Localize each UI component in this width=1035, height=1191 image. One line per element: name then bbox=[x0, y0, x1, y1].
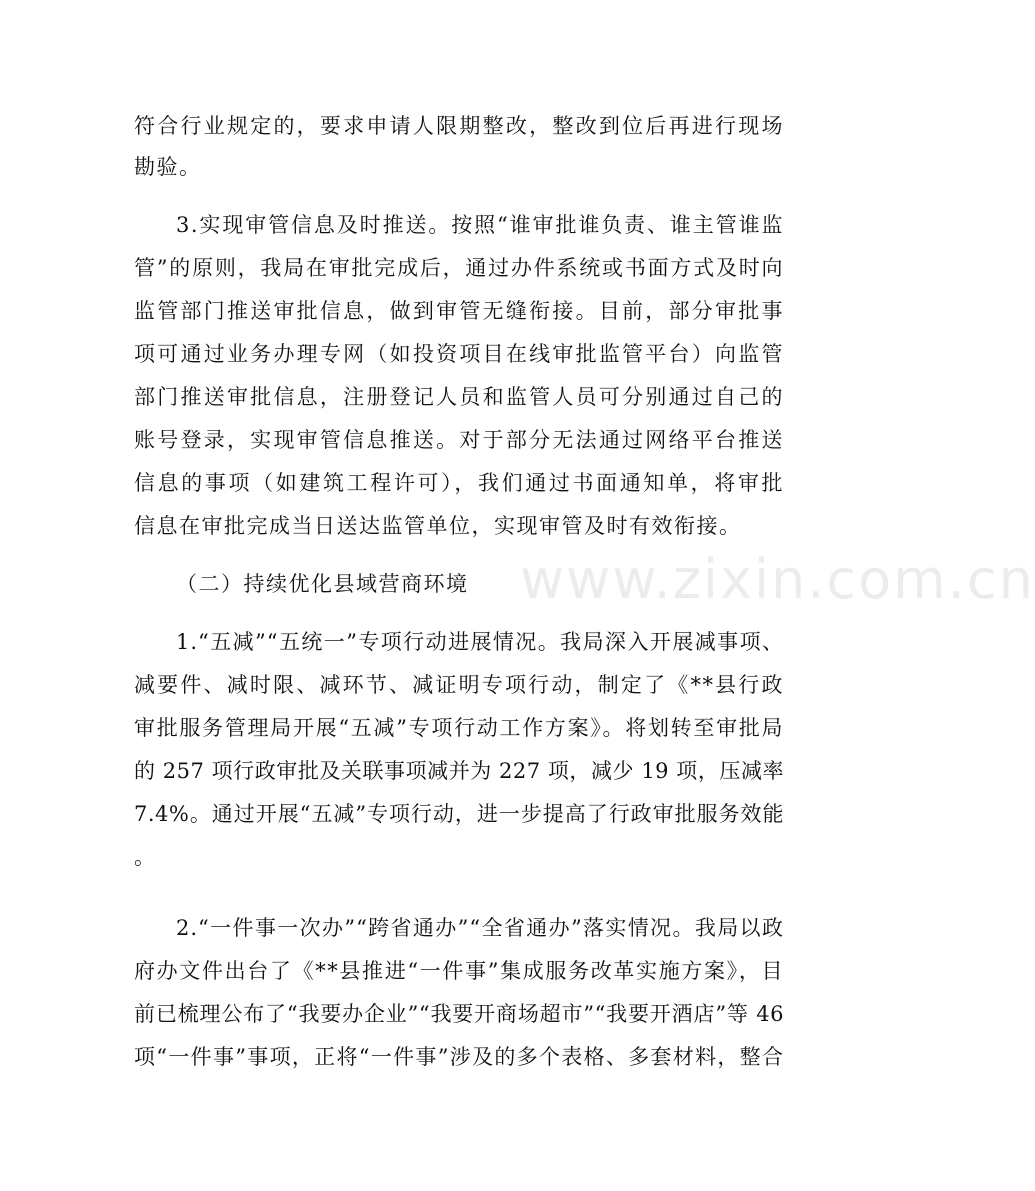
text-line: 符合行业规定的，要求申请人限期整改，整改到位后再进行现场 bbox=[134, 114, 784, 138]
text-line: 信息在审批完成当日送达监管单位，实现审管及时有效衔接。 bbox=[134, 514, 742, 538]
text-line: 勘验。 bbox=[134, 155, 202, 179]
section-heading: （二）持续优化县域营商环境 bbox=[176, 572, 469, 596]
text-line: 项可通过业务办理专网（如投资项目在线审批监管平台）向监管 bbox=[134, 342, 784, 366]
text-line: 账号登录，实现审管信息推送。对于部分无法通过网络平台推送 bbox=[134, 428, 784, 452]
text-line: 。 bbox=[134, 845, 157, 869]
text-line: 1.“五减”“五统一”专项行动进展情况。我局深入开展减事项、 bbox=[176, 630, 784, 654]
text-line: 府办文件出台了《**县推进“一件事”集成服务改革实施方案》，目 bbox=[134, 959, 784, 983]
text-line: 监管部门推送审批信息，做到审管无缝衔接。目前，部分审批事 bbox=[134, 299, 784, 323]
text-line: 管”的原则，我局在审批完成后，通过办件系统或书面方式及时向 bbox=[134, 256, 784, 280]
text-line: 2.“一件事一次办”“跨省通办”“全省通办”落实情况。我局以政 bbox=[176, 916, 784, 940]
text-line: 减要件、减时限、减环节、减证明专项行动，制定了《**县行政 bbox=[134, 673, 784, 697]
text-line: 部门推送审批信息，注册登记人员和监管人员可分别通过自己的 bbox=[134, 385, 784, 409]
watermark: www.zixin.com.cn bbox=[520, 548, 1035, 611]
text-line: 审批服务管理局开展“五减”专项行动工作方案》。将划转至审批局 bbox=[134, 716, 784, 740]
text-line: 7.4%。通过开展“五减”专项行动，进一步提高了行政审批服务效能 bbox=[134, 802, 784, 826]
text-line: 3.实现审管信息及时推送。按照“谁审批谁负责、谁主管谁监 bbox=[176, 213, 784, 237]
text-line: 的 257 项行政审批及关联事项减并为 227 项，减少 19 项，压减率 bbox=[134, 759, 784, 783]
text-line: 信息的事项（如建筑工程许可），我们通过书面通知单，将审批 bbox=[134, 471, 784, 495]
text-line: 前已梳理公布了“我要办企业”“我要开商场超市”“我要开酒店”等 46 bbox=[134, 1002, 784, 1026]
text-line: 项“一件事”事项，正将“一件事”涉及的多个表格、多套材料，整合 bbox=[134, 1045, 784, 1069]
